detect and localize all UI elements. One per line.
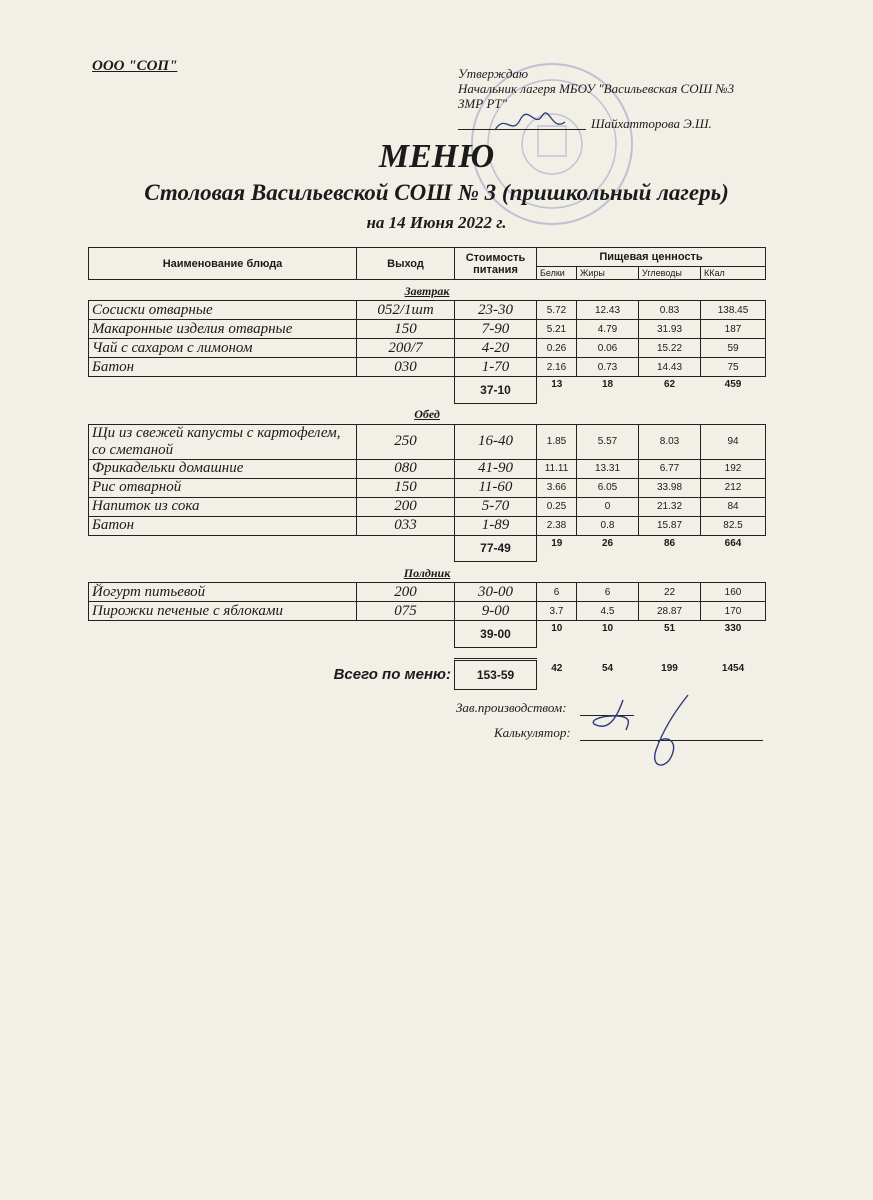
- dish-kcal: 170: [701, 602, 766, 621]
- total-kcal: 459: [724, 379, 742, 390]
- dish-protein: 1.85: [537, 424, 577, 459]
- dish-protein: 6: [537, 583, 577, 602]
- dish-protein: 5.72: [537, 301, 577, 320]
- table-row: [89, 602, 766, 621]
- total-protein: 13: [551, 379, 563, 390]
- dish-output: 080: [357, 459, 455, 478]
- dish-protein: 3.66: [537, 478, 577, 497]
- dish-carbs: 15.22: [639, 339, 701, 358]
- organization-name: ООО "СОП": [92, 58, 178, 74]
- dish-cost: 1-89: [455, 516, 537, 535]
- dish-cost: 7-90: [455, 320, 537, 339]
- dish-cost: 30-00: [455, 583, 537, 602]
- dish-carbs: 8.03: [639, 424, 701, 459]
- dish-carbs: 14.43: [639, 358, 701, 377]
- dish-name: Йогурт питьевой: [89, 583, 357, 602]
- grand-total-label: Всего по меню:: [333, 665, 451, 683]
- dish-kcal: 84: [701, 497, 766, 516]
- dish-protein: 2.38: [537, 516, 577, 535]
- total-protein: 10: [551, 623, 563, 634]
- table-row: [89, 583, 766, 602]
- dish-cost: 1-70: [455, 358, 537, 377]
- table-row: [89, 478, 766, 497]
- approval-position: Начальник лагеря МБОУ "Васильевская СОШ №3 ЗМР РТ": [458, 81, 735, 111]
- grand-total-cost: 153-59: [455, 659, 537, 689]
- table-row: [89, 339, 766, 358]
- page-subtitle: Столовая Васильевской СОШ № 3 (пришкольный лагерь): [144, 180, 729, 205]
- section-title: Полдник: [403, 565, 451, 580]
- total-fat: 26: [601, 537, 614, 549]
- dish-protein: 0.25: [537, 497, 577, 516]
- dish-fat: 0.73: [577, 358, 639, 377]
- dish-kcal: 82.5: [701, 516, 766, 535]
- dish-protein: 0.26: [537, 339, 577, 358]
- dish-kcal: 160: [701, 583, 766, 602]
- dish-name: Батон: [89, 516, 357, 535]
- table-row: [89, 459, 766, 478]
- dish-name: Сосиски отварные: [89, 301, 357, 320]
- dish-kcal: 59: [701, 339, 766, 358]
- header-output: Выход: [357, 248, 455, 280]
- dish-kcal: 192: [701, 459, 766, 478]
- dish-cost: 16-40: [455, 424, 537, 459]
- dish-carbs: 33.98: [639, 478, 701, 497]
- production-label: Зав.производством:: [456, 700, 567, 715]
- dish-name: Пирожки печеные с яблоками: [89, 602, 357, 621]
- total-cost: 37-10: [455, 377, 537, 404]
- dish-fat: 4.79: [577, 320, 639, 339]
- dish-cost: 5-70: [455, 497, 537, 516]
- total-cost: 39-00: [455, 621, 537, 648]
- header-cost-line2: питания: [473, 263, 518, 276]
- dish-output: 033: [357, 516, 455, 535]
- section-total-row: [89, 377, 766, 404]
- header-cost-line1: Стоимость: [465, 251, 526, 264]
- dish-name: Чай с сахаром с лимоном: [89, 339, 357, 358]
- dish-output: 075: [357, 602, 455, 621]
- dish-fat: 4.5: [577, 602, 639, 621]
- table-row: [89, 358, 766, 377]
- menu-table: [88, 247, 766, 690]
- grand-total-carbs: 199: [661, 663, 678, 674]
- dish-cost: 41-90: [455, 459, 537, 478]
- dish-kcal: 94: [701, 424, 766, 459]
- dish-carbs: 22: [639, 583, 701, 602]
- approval-block: [458, 66, 758, 111]
- dish-cost: 9-00: [455, 602, 537, 621]
- grand-total-fat: 54: [601, 663, 614, 674]
- handwritten-signature-icon: [578, 680, 738, 780]
- dish-fat: 12.43: [577, 301, 639, 320]
- table-row: [89, 320, 766, 339]
- dish-cost: 11-60: [455, 478, 537, 497]
- dish-carbs: 15.87: [639, 516, 701, 535]
- total-fat: 18: [601, 379, 614, 390]
- dish-output: 150: [357, 478, 455, 497]
- header-carbs: Углеводы: [639, 267, 701, 280]
- approver-name: Шайхатторова Э.Ш.: [591, 116, 712, 131]
- header-cost: [455, 248, 537, 280]
- table-header: [89, 248, 766, 267]
- page-title: МЕНЮ: [378, 138, 495, 175]
- header-name: Наименование блюда: [89, 248, 357, 280]
- header-kcal: ККал: [701, 267, 766, 280]
- dish-kcal: 75: [701, 358, 766, 377]
- dish-output: 200: [357, 583, 455, 602]
- dish-fat: 0.06: [577, 339, 639, 358]
- grand-total-protein: 42: [551, 663, 563, 674]
- section-title: Обед: [414, 407, 440, 421]
- dish-protein: 2.16: [537, 358, 577, 377]
- dish-carbs: 0.83: [639, 301, 701, 320]
- dish-output: 200/7: [357, 339, 455, 358]
- total-kcal: 330: [724, 623, 742, 634]
- dish-fat: 6: [577, 583, 639, 602]
- dish-protein: 3.7: [537, 602, 577, 621]
- calculator-label: Калькулятор:: [494, 725, 571, 740]
- section-total-row: [89, 621, 766, 648]
- dish-name: Рис отварной: [89, 478, 357, 497]
- total-fat: 10: [601, 623, 614, 634]
- dish-name: Макаронные изделия отварные: [89, 320, 357, 339]
- menu-date: на 14 Июня 2022 г.: [366, 213, 507, 232]
- table-row: [89, 516, 766, 535]
- dish-protein: 5.21: [537, 320, 577, 339]
- approval-signature-icon: [490, 108, 570, 138]
- header-fat: Жиры: [577, 267, 639, 280]
- header-nutrition: Пищевая ценность: [537, 248, 766, 267]
- dish-cost: 4-20: [455, 339, 537, 358]
- dish-kcal: 212: [701, 478, 766, 497]
- total-protein: 19: [551, 537, 563, 549]
- dish-carbs: 21.32: [639, 497, 701, 516]
- dish-protein: 11.11: [537, 459, 577, 478]
- grand-total-kcal: 1454: [721, 663, 745, 674]
- dish-name: Напиток из сока: [89, 497, 357, 516]
- total-carbs: 86: [663, 537, 676, 549]
- total-carbs: 62: [663, 379, 676, 390]
- section-title: Завтрак: [404, 283, 450, 298]
- dish-name: Фрикадельки домашние: [89, 459, 357, 478]
- dish-fat: 13.31: [577, 459, 639, 478]
- total-kcal: 664: [724, 537, 742, 549]
- dish-fat: 5.57: [577, 424, 639, 459]
- approval-title: Утверждаю: [458, 66, 529, 81]
- dish-output: 150: [357, 320, 455, 339]
- dish-fat: 0: [577, 497, 639, 516]
- header-protein: Белки: [537, 267, 577, 280]
- dish-fat: 6.05: [577, 478, 639, 497]
- dish-output: 052/1шт: [357, 301, 455, 320]
- table-row: [89, 497, 766, 516]
- table-row: [89, 424, 766, 459]
- dish-fat: 0.8: [577, 516, 639, 535]
- section-total-row: [89, 535, 766, 562]
- dish-carbs: 6.77: [639, 459, 701, 478]
- total-cost: 77-49: [455, 535, 537, 562]
- total-carbs: 51: [663, 623, 676, 634]
- dish-cost: 23-30: [455, 301, 537, 320]
- dish-kcal: 138.45: [701, 301, 766, 320]
- dish-kcal: 187: [701, 320, 766, 339]
- dish-output: 250: [357, 424, 455, 459]
- dish-name: Щи из свежей капусты с картофелем, со сметаной: [89, 424, 357, 459]
- dish-name: Батон: [89, 358, 357, 377]
- dish-carbs: 31.93: [639, 320, 701, 339]
- dish-output: 030: [357, 358, 455, 377]
- table-row: [89, 301, 766, 320]
- dish-output: 200: [357, 497, 455, 516]
- dish-carbs: 28.87: [639, 602, 701, 621]
